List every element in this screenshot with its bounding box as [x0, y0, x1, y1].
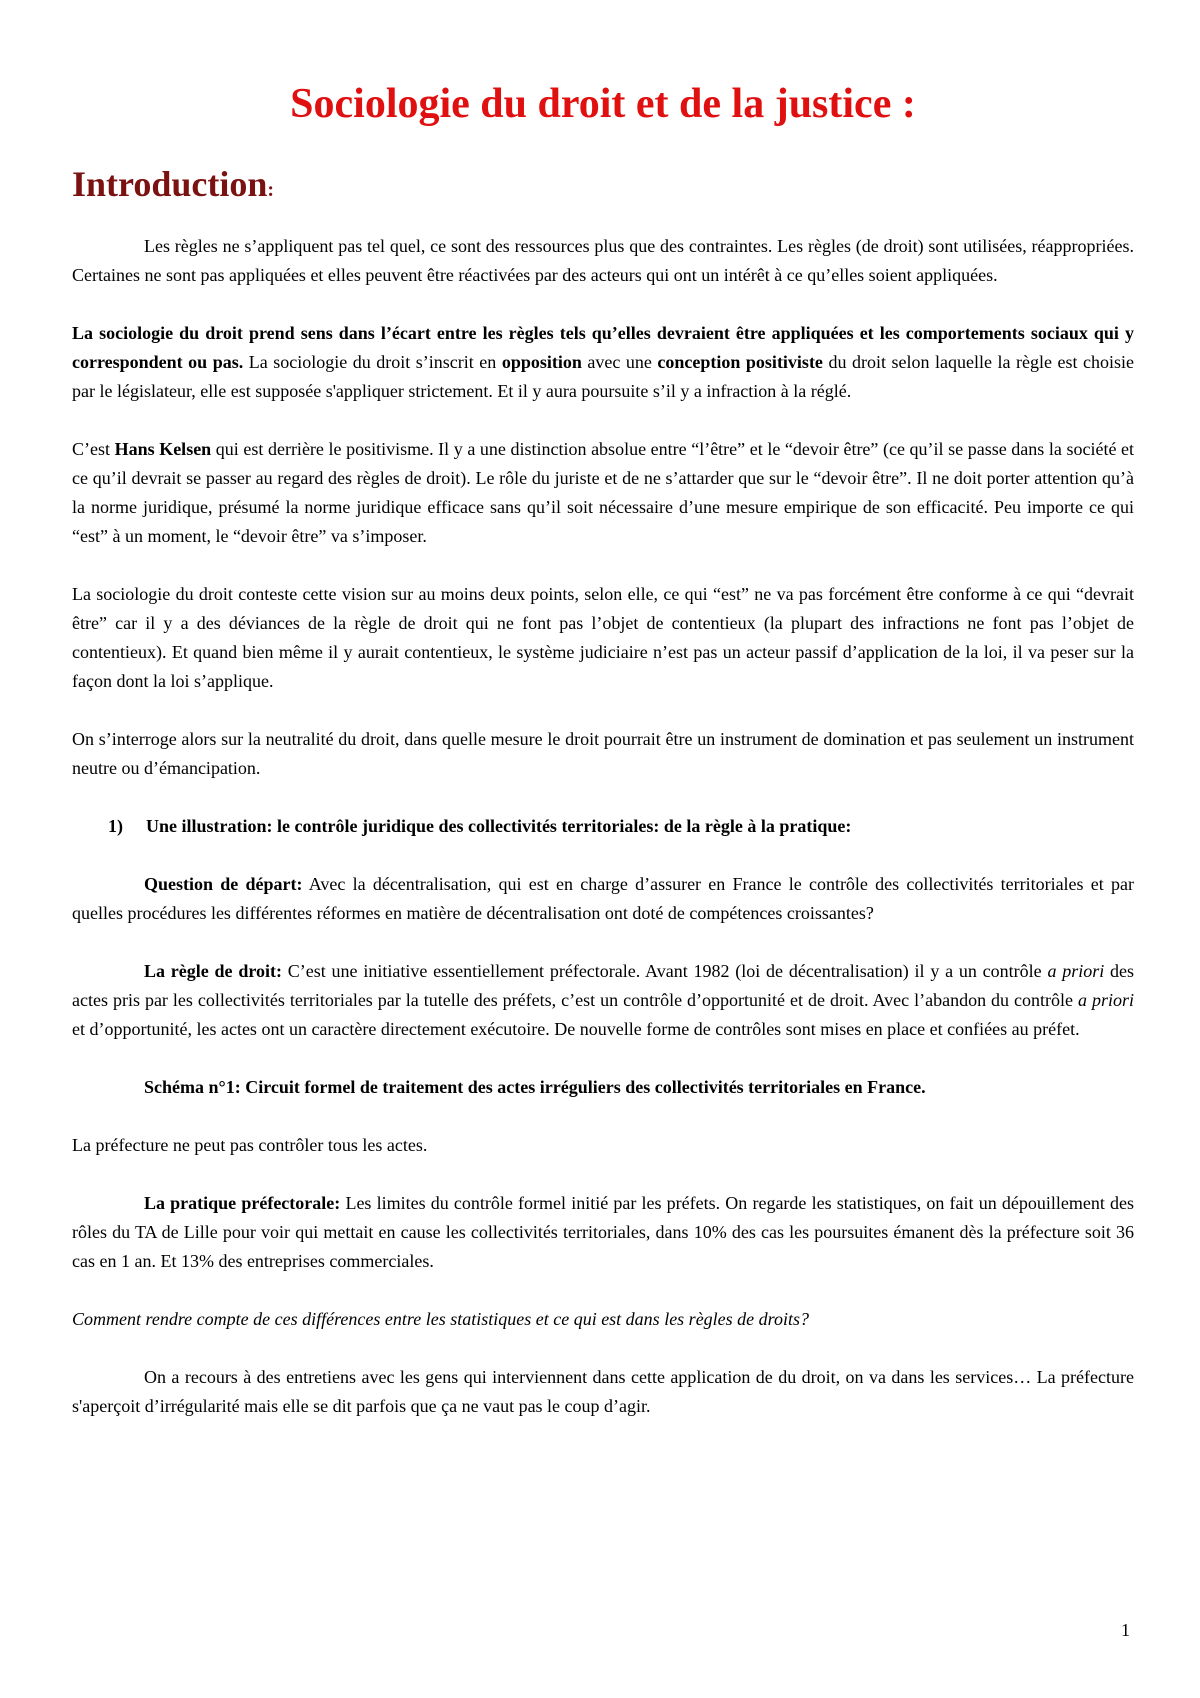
- section-1-title: Une illustration: le contrôle juridique des collectivités territoriales: de la règle à la pratique:: [146, 816, 852, 836]
- italic-question: Comment rendre compte de ces différences entre les statistiques et ce qui est dans les règles de droits?: [72, 1309, 810, 1329]
- regle-de-droit-label: La règle de droit:: [144, 961, 282, 981]
- paragraph-pratique-prefectorale: La pratique préfectorale: Les limites du contrôle formel initié par les préfets. On regarde les statistiques, on fait un dépouillement des rôles du TA de Lille pour voir qui mettait en cause les collectivités territoriales, dans 10% des cas les poursuites émanent dès la préfecture soit 36 cas en 1 an. Et 13% des entreprises commerciales.: [72, 1193, 1134, 1271]
- paragraph-entretiens: On a recours à des entretiens avec les gens qui interviennent dans cette application de du droit, on va dans les services… La préfecture s'aperçoit d’irrégularité mais elle se dit parfois que ça ne vaut pas le coup d’agir.: [72, 1367, 1134, 1416]
- paragraph-2-bold-2: opposition: [501, 352, 582, 372]
- introduction-heading-text: Introduction: [72, 164, 268, 204]
- paragraph-3: C’est Hans Kelsen qui est derrière le positivisme. Il y a une distinction absolue entre “l’être” et le “devoir être” (ce qu’il se passe dans la société et ce qu’il devrait se passer au regard des règles de droit). Le rôle du juriste et de ne s’attarder que sur le “devoir être”. Il ne doit porter attention qu’à la norme juridique, présumé la norme juridique efficace sans qu’il soit nécessaire d’une mesure empirique de son efficacité. Peu importe ce qui “est” à un moment, le “devoir être” va s’imposer.: [72, 439, 1135, 546]
- paragraph-question-depart: Question de départ: Avec la décentralisation, qui est en charge d’assurer en France le contrôle des collectivités territoriales et par quelles procédures les différentes réformes en matière de décentralisation ont doté de compétences croissantes?: [72, 874, 1135, 923]
- question-depart-label: Question de départ:: [144, 874, 303, 894]
- schema-caption: Schéma n°1: Circuit formel de traitement des actes irréguliers des collectivités territoriales en France.: [144, 1077, 926, 1097]
- document-title: Sociologie du droit et de la justice :: [290, 81, 916, 127]
- paragraph-3-bold-name: Hans Kelsen: [114, 439, 212, 459]
- section-1-number: 1): [108, 816, 123, 836]
- paragraph-4: La sociologie du droit conteste cette vision sur au moins deux points, selon elle, ce qui “est” ne va pas forcément être conforme à ce qui “devrait être” car il y a des déviances de la règle de droit qui ne font pas l’objet de contentieux (la plupart des infractions ne font pas l’objet de contentieux). Et quand bien même il y aurait contentieux, le système judiciaire n’est pas un acteur passif d’application de la loi, il va peser sur la façon dont la loi s’applique.: [72, 584, 1134, 691]
- pratique-prefectorale-label: La pratique préfectorale:: [144, 1193, 341, 1213]
- page-content: [72, 74, 1134, 1421]
- section-1-heading: [72, 812, 1134, 841]
- paragraph-prefecture: La préfecture ne peut pas contrôler tous les actes.: [72, 1135, 428, 1155]
- paragraph-1: Les règles ne s’appliquent pas tel quel, ce sont des ressources plus que des contraintes. Les règles (de droit) sont utilisées, réappropriées. Certaines ne sont pas appliquées et elles peuvent être réactivées par des acteurs qui ont un intérêt à ce qu’elles soient appliquées.: [72, 236, 1134, 285]
- introduction-heading: [72, 160, 1134, 214]
- paragraph-regle-de-droit: La règle de droit: C’est une initiative essentiellement préfectorale. Avant 1982 (loi de décentralisation) il y a un contrôle a priori des actes pris par les collectivités territoriales par la tutelle des préfets, c’est un contrôle d’opportunité et de droit. Avec l’abandon du contrôle a priori et d’opportunité, les actes ont un caractère directement exécutoire. De nouvelle forme de contrôles sont mises en place et confiées au préfet.: [72, 961, 1135, 1039]
- paragraph-5: On s’interroge alors sur la neutralité du droit, dans quelle mesure le droit pourrait être un instrument de domination et pas seulement un instrument neutre ou d’émancipation.: [72, 729, 1134, 778]
- page-number: 1: [1121, 1620, 1130, 1640]
- paragraph-2: La sociologie du droit prend sens dans l’écart entre les règles tels qu’elles devraient être appliquées et les comportements sociaux qui y correspondent ou pas. La sociologie du droit s’inscrit en opposition avec une conception positiviste du droit selon laquelle la règle est choisie par le législateur, elle est supposée s'appliquer strictement. Et il y aura poursuite s’il y a infraction à la réglé.: [72, 323, 1135, 401]
- paragraph-2-bold-1: La sociologie du droit prend sens dans l’écart entre les règles tels qu’elles devraient être appliquées et les comportements sociaux qui y correspondent ou pas.: [72, 323, 1134, 372]
- introduction-heading-colon: :: [267, 179, 275, 201]
- paragraph-2-bold-3: conception positiviste: [657, 352, 823, 372]
